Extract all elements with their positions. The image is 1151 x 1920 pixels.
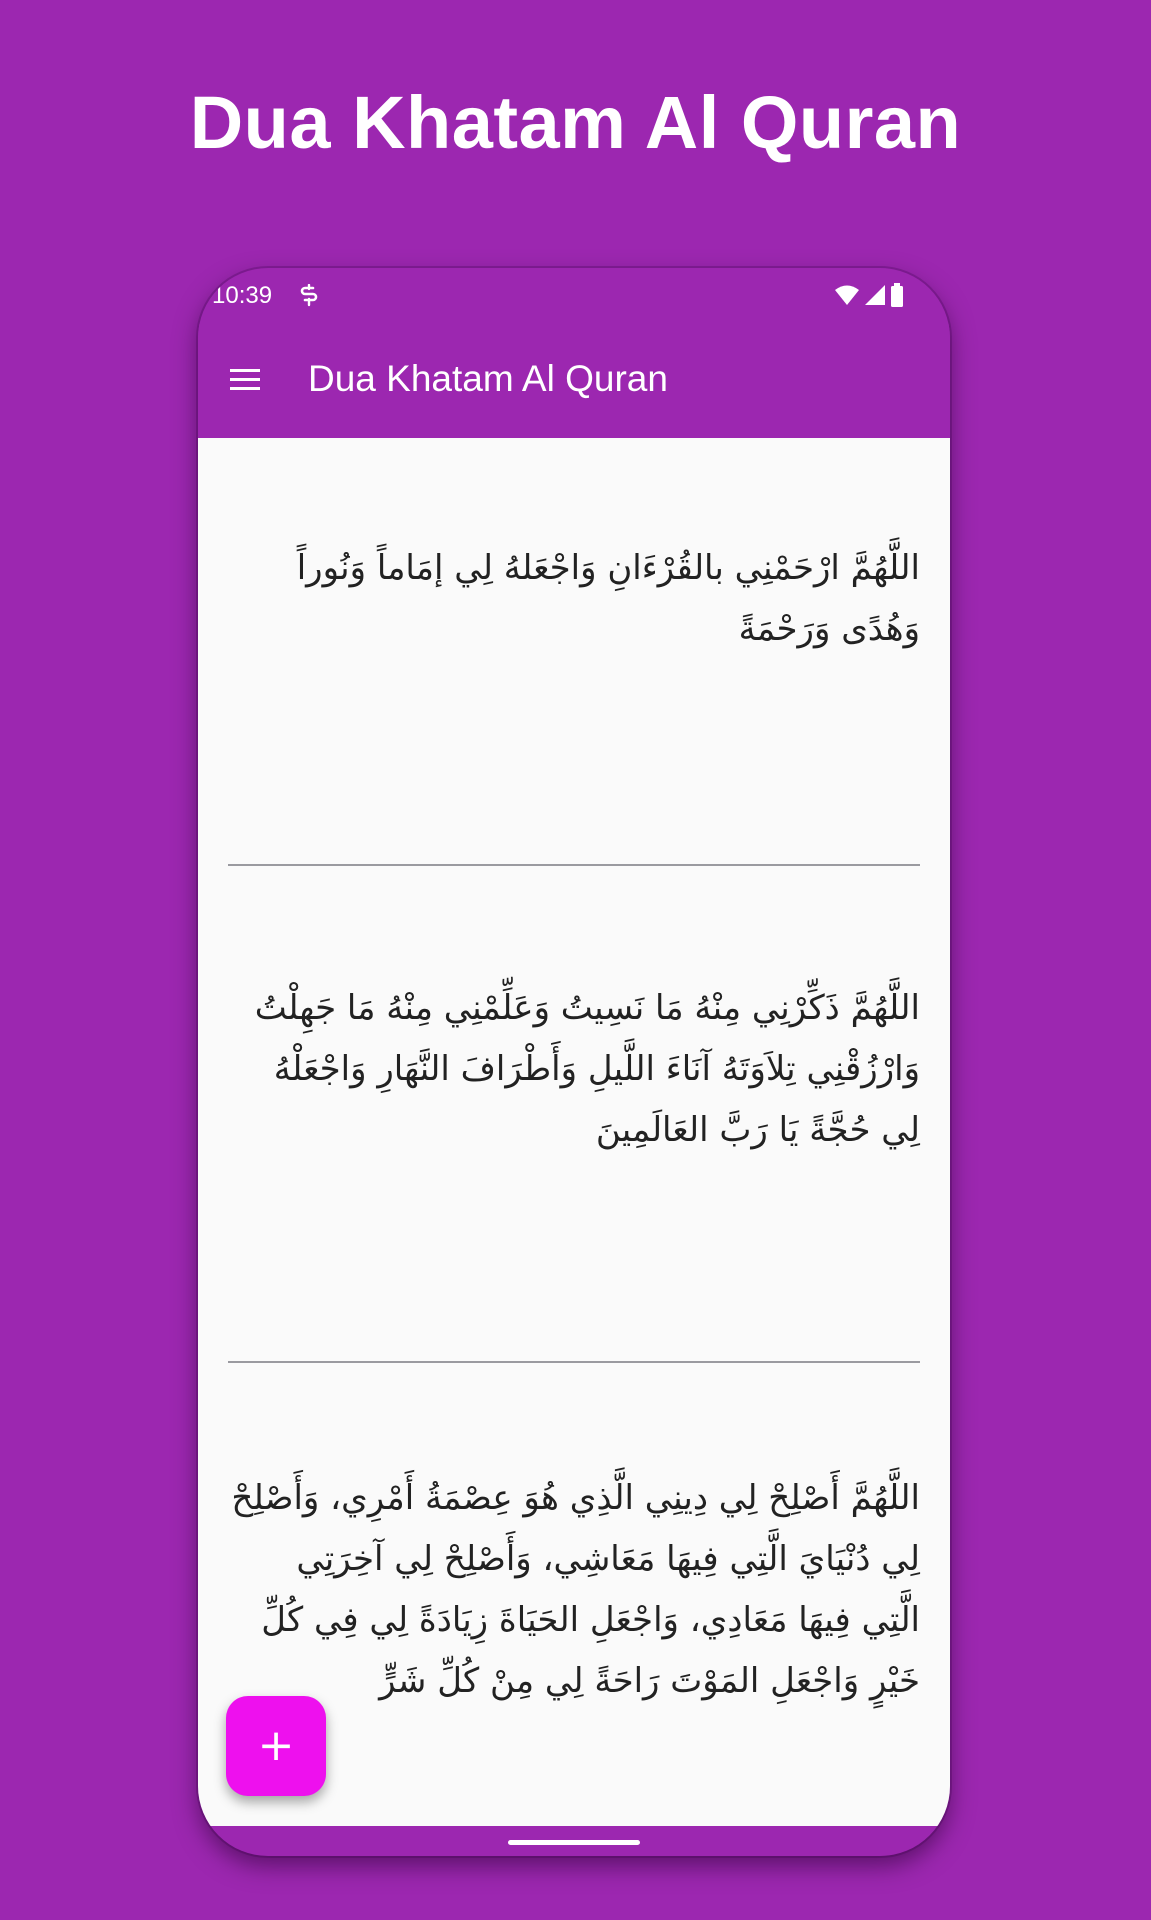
phone-frame xyxy=(198,268,950,1856)
dua-text: اللَّهُمَّ ارْحَمْنِي بالقُرْءَانِ وَاجْعَلهُ لِي إمَاماً وَنُوراً وَهُدًى وَرَحْمَةً xyxy=(296,548,920,649)
dua-item-2 xyxy=(228,978,920,1161)
gesture-nav-handle[interactable] xyxy=(508,1840,640,1845)
menu-icon[interactable] xyxy=(222,362,262,398)
signal-icon xyxy=(864,284,886,310)
app-bar xyxy=(198,324,950,438)
wifi-icon xyxy=(834,284,860,310)
divider xyxy=(228,864,920,866)
dua-text: اللَّهُمَّ ذَكِّرْنِي مِنْهُ مَا نَسِيتُ وَعَلِّمْنِي مِنْهُ مَا جَهِلْتُ وَارْزُقْنِي تِلاَوَتَهُ آنَاءَ اللَّيلِ وَأَطْرَافَ النَّهَارِ وَاجْعَلْهُ لِي حُجَّةً يَا رَبَّ العَالَمِينَ xyxy=(254,988,920,1150)
add-button[interactable]: + xyxy=(226,1696,326,1796)
sim-icon xyxy=(298,284,320,308)
dua-text: اللَّهُمَّ أَصْلِحْ لِي دِينِي الَّذِي هُوَ عِصْمَةُ أَمْرِي، وَأَصْلِحْ لِي دُنْيَايَ الَّتِي فِيهَا مَعَاشِي، وَأَصْلِحْ لِي آخِرَتِي الَّتِي فِيهَا مَعَادِي، وَاجْعَلِ الحَيَاةَ زِيَادَةً لِي فِي كُلِّ خَيْرٍ وَاجْعَلِ المَوْتَ رَاحَةً لِي مِنْ كُلِّ شَرٍّ xyxy=(231,1478,920,1701)
status-bar xyxy=(198,268,950,324)
status-time: 10:39 xyxy=(212,282,273,309)
dua-item-3 xyxy=(228,1468,920,1712)
status-icons xyxy=(834,284,904,310)
dua-item-1 xyxy=(228,538,920,660)
divider xyxy=(228,1361,920,1363)
app-bar-title: Dua Khatam Al Quran xyxy=(308,358,668,399)
battery-icon xyxy=(890,283,904,311)
promo-title: Dua Khatam Al Quran xyxy=(189,81,962,164)
dua-list[interactable] xyxy=(198,438,950,1826)
